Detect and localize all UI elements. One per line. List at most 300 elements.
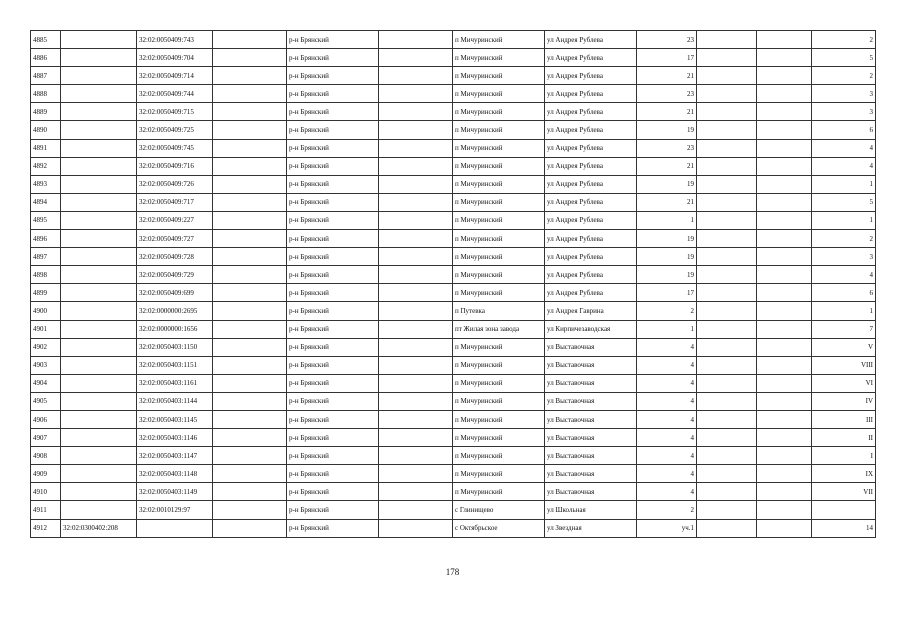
premises-number-cell: IV: [812, 392, 876, 410]
cadastral-number-cell: 32:02:0050409:727: [137, 230, 213, 248]
premises-number-cell: 4: [812, 266, 876, 284]
district-cell: р-н Брянский: [287, 374, 379, 392]
street-cell: ул Выставочная: [545, 356, 637, 374]
district-cell: р-н Брянский: [287, 320, 379, 338]
table-row: [31, 284, 876, 302]
premises-number-cell: 2: [812, 67, 876, 85]
empty-cell: [757, 519, 812, 537]
district-cell: р-н Брянский: [287, 230, 379, 248]
premises-number-cell: VI: [812, 374, 876, 392]
empty-cell: [213, 410, 287, 428]
empty-cell: [757, 157, 812, 175]
cadastral-number-cell: 32:02:0050403:1147: [137, 447, 213, 465]
table-row: [31, 103, 876, 121]
settlement-cell: п Мичуринский: [453, 356, 545, 374]
premises-number-cell: I: [812, 447, 876, 465]
street-cell: ул Андрея Рублева: [545, 139, 637, 157]
table-row: [31, 157, 876, 175]
settlement-cell: п Мичуринский: [453, 483, 545, 501]
house-number-cell: 21: [637, 103, 697, 121]
district-cell: р-н Брянский: [287, 302, 379, 320]
street-cell: ул Выставочная: [545, 465, 637, 483]
settlement-cell: с Октябрьское: [453, 519, 545, 537]
empty-cell: [757, 248, 812, 266]
table-row: [31, 248, 876, 266]
district-cell: р-н Брянский: [287, 67, 379, 85]
street-cell: ул Андрея Рублева: [545, 49, 637, 67]
house-number-cell: 4: [637, 392, 697, 410]
row-number-cell: 4910: [31, 483, 61, 501]
cadastral-number-cell: 32:02:0050409:716: [137, 157, 213, 175]
cadastral-number-cell: [61, 356, 137, 374]
empty-cell: [697, 338, 757, 356]
empty-cell: [379, 121, 453, 139]
cadastral-number-cell: 32:02:0050409:227: [137, 211, 213, 229]
empty-cell: [757, 374, 812, 392]
district-cell: р-н Брянский: [287, 175, 379, 193]
settlement-cell: п Мичуринский: [453, 85, 545, 103]
settlement-cell: п Мичуринский: [453, 121, 545, 139]
cadastral-number-cell: 32:02:0050403:1145: [137, 410, 213, 428]
cadastral-number-cell: [61, 447, 137, 465]
empty-cell: [213, 157, 287, 175]
empty-cell: [379, 447, 453, 465]
empty-cell: [213, 31, 287, 49]
district-cell: р-н Брянский: [287, 284, 379, 302]
house-number-cell: 1: [637, 320, 697, 338]
table-row: [31, 320, 876, 338]
empty-cell: [213, 49, 287, 67]
cadastral-number-cell: [61, 483, 137, 501]
table-row: [31, 410, 876, 428]
district-cell: р-н Брянский: [287, 103, 379, 121]
cadastral-number-cell: 32:02:0050403:1144: [137, 392, 213, 410]
empty-cell: [697, 320, 757, 338]
district-cell: р-н Брянский: [287, 121, 379, 139]
table-row: [31, 465, 876, 483]
empty-cell: [757, 121, 812, 139]
empty-cell: [213, 230, 287, 248]
table-row: [31, 175, 876, 193]
premises-number-cell: 4: [812, 139, 876, 157]
cadastral-number-cell: 32:02:0050409:726: [137, 175, 213, 193]
street-cell: ул Андрея Рублева: [545, 266, 637, 284]
empty-cell: [757, 175, 812, 193]
table-row: [31, 139, 876, 157]
cadastral-number-cell: 32:02:0050409:714: [137, 67, 213, 85]
settlement-cell: пт Жилая зона завода: [453, 320, 545, 338]
row-number-cell: 4888: [31, 85, 61, 103]
street-cell: ул Выставочная: [545, 338, 637, 356]
cadastral-number-cell: [61, 49, 137, 67]
street-cell: ул Выставочная: [545, 483, 637, 501]
street-cell: ул Андрея Рублева: [545, 85, 637, 103]
empty-cell: [213, 248, 287, 266]
row-number-cell: 4900: [31, 302, 61, 320]
house-number-cell: 1: [637, 211, 697, 229]
row-number-cell: 4896: [31, 230, 61, 248]
cadastral-number-cell: [61, 374, 137, 392]
district-cell: р-н Брянский: [287, 483, 379, 501]
table-row: [31, 519, 876, 537]
district-cell: р-н Брянский: [287, 157, 379, 175]
row-number-cell: 4895: [31, 211, 61, 229]
row-number-cell: 4906: [31, 410, 61, 428]
empty-cell: [697, 356, 757, 374]
row-number-cell: 4899: [31, 284, 61, 302]
empty-cell: [757, 284, 812, 302]
empty-cell: [697, 230, 757, 248]
cadastral-number-cell: [61, 320, 137, 338]
row-number-cell: 4892: [31, 157, 61, 175]
premises-number-cell: 2: [812, 230, 876, 248]
empty-cell: [379, 519, 453, 537]
empty-cell: [757, 465, 812, 483]
empty-cell: [379, 483, 453, 501]
settlement-cell: п Мичуринский: [453, 248, 545, 266]
district-cell: р-н Брянский: [287, 31, 379, 49]
house-number-cell: 4: [637, 465, 697, 483]
table-body: [31, 31, 876, 538]
district-cell: р-н Брянский: [287, 519, 379, 537]
empty-cell: [757, 193, 812, 211]
district-cell: р-н Брянский: [287, 447, 379, 465]
empty-cell: [697, 49, 757, 67]
premises-number-cell: V: [812, 338, 876, 356]
house-number-cell: 19: [637, 175, 697, 193]
empty-cell: [757, 230, 812, 248]
row-number-cell: 4904: [31, 374, 61, 392]
table-row: [31, 67, 876, 85]
settlement-cell: п Мичуринский: [453, 266, 545, 284]
house-number-cell: 21: [637, 157, 697, 175]
empty-cell: [697, 501, 757, 519]
house-number-cell: 4: [637, 410, 697, 428]
row-number-cell: 4912: [31, 519, 61, 537]
empty-cell: [697, 410, 757, 428]
house-number-cell: 2: [637, 302, 697, 320]
empty-cell: [757, 266, 812, 284]
empty-cell: [697, 392, 757, 410]
table-row: [31, 356, 876, 374]
house-number-cell: 4: [637, 483, 697, 501]
empty-cell: [757, 211, 812, 229]
empty-cell: [379, 230, 453, 248]
empty-cell: [213, 211, 287, 229]
district-cell: р-н Брянский: [287, 338, 379, 356]
house-number-cell: 21: [637, 193, 697, 211]
street-cell: ул Андрея Рублева: [545, 175, 637, 193]
settlement-cell: п Мичуринский: [453, 157, 545, 175]
row-number-cell: 4909: [31, 465, 61, 483]
district-cell: р-н Брянский: [287, 356, 379, 374]
street-cell: ул Школьная: [545, 501, 637, 519]
empty-cell: [213, 338, 287, 356]
empty-cell: [213, 302, 287, 320]
cadastral-number-cell: [61, 429, 137, 447]
empty-cell: [379, 410, 453, 428]
street-cell: ул Андрея Рублева: [545, 284, 637, 302]
table-row: [31, 302, 876, 320]
house-number-cell: 4: [637, 447, 697, 465]
cadastral-number-cell: [61, 211, 137, 229]
house-number-cell: 4: [637, 374, 697, 392]
district-cell: р-н Брянский: [287, 248, 379, 266]
cadastral-number-cell: 32:02:0000000:1656: [137, 320, 213, 338]
street-cell: ул Андрея Рублева: [545, 230, 637, 248]
settlement-cell: п Мичуринский: [453, 193, 545, 211]
premises-number-cell: IX: [812, 465, 876, 483]
empty-cell: [757, 67, 812, 85]
empty-cell: [697, 248, 757, 266]
cadastral-number-cell: 32:02:0050403:1149: [137, 483, 213, 501]
settlement-cell: п Путевка: [453, 302, 545, 320]
empty-cell: [213, 374, 287, 392]
table-row: [31, 501, 876, 519]
premises-number-cell: II: [812, 429, 876, 447]
empty-cell: [697, 519, 757, 537]
empty-cell: [213, 85, 287, 103]
cadastral-number-cell: 32:02:0050409:744: [137, 85, 213, 103]
cadastral-number-cell: [61, 302, 137, 320]
empty-cell: [757, 49, 812, 67]
empty-cell: [379, 175, 453, 193]
premises-number-cell: 1: [812, 302, 876, 320]
house-number-cell: 2: [637, 501, 697, 519]
settlement-cell: п Мичуринский: [453, 284, 545, 302]
cadastral-number-cell: 32:02:0050409:728: [137, 248, 213, 266]
premises-number-cell: 1: [812, 175, 876, 193]
empty-cell: [379, 67, 453, 85]
cadastral-number-cell: 32:02:0010129:97: [137, 501, 213, 519]
cadastral-number-cell: [61, 85, 137, 103]
empty-cell: [213, 266, 287, 284]
row-number-cell: 4894: [31, 193, 61, 211]
premises-number-cell: 1: [812, 211, 876, 229]
row-number-cell: 4887: [31, 67, 61, 85]
empty-cell: [379, 157, 453, 175]
empty-cell: [697, 85, 757, 103]
empty-cell: [379, 320, 453, 338]
house-number-cell: 19: [637, 230, 697, 248]
empty-cell: [379, 31, 453, 49]
street-cell: ул Андрея Рублева: [545, 121, 637, 139]
row-number-cell: 4885: [31, 31, 61, 49]
district-cell: р-н Брянский: [287, 429, 379, 447]
cadastral-number-cell: [61, 465, 137, 483]
settlement-cell: п Мичуринский: [453, 410, 545, 428]
settlement-cell: п Мичуринский: [453, 429, 545, 447]
row-number-cell: 4902: [31, 338, 61, 356]
settlement-cell: п Мичуринский: [453, 175, 545, 193]
premises-number-cell: 7: [812, 320, 876, 338]
table-row: [31, 429, 876, 447]
empty-cell: [213, 356, 287, 374]
cadastral-number-cell: [61, 248, 137, 266]
row-number-cell: 4908: [31, 447, 61, 465]
empty-cell: [379, 465, 453, 483]
row-number-cell: 4901: [31, 320, 61, 338]
house-number-cell: 19: [637, 266, 697, 284]
table-row: [31, 211, 876, 229]
cadastral-number-cell: 32:02:0050403:1161: [137, 374, 213, 392]
cadastral-number-cell: [61, 121, 137, 139]
empty-cell: [757, 410, 812, 428]
premises-number-cell: 3: [812, 248, 876, 266]
row-number-cell: 4889: [31, 103, 61, 121]
settlement-cell: п Мичуринский: [453, 465, 545, 483]
cadastral-number-cell: [61, 410, 137, 428]
cadastral-number-cell: 32:02:0050409:725: [137, 121, 213, 139]
empty-cell: [379, 302, 453, 320]
page-number: 178: [445, 567, 460, 577]
street-cell: ул Андрея Рублева: [545, 67, 637, 85]
empty-cell: [379, 248, 453, 266]
empty-cell: [213, 429, 287, 447]
row-number-cell: 4893: [31, 175, 61, 193]
premises-number-cell: 3: [812, 85, 876, 103]
empty-cell: [697, 483, 757, 501]
settlement-cell: п Мичуринский: [453, 49, 545, 67]
settlement-cell: п Мичуринский: [453, 338, 545, 356]
street-cell: ул Андрея Рублева: [545, 103, 637, 121]
empty-cell: [379, 501, 453, 519]
empty-cell: [379, 266, 453, 284]
empty-cell: [697, 157, 757, 175]
house-number-cell: 4: [637, 356, 697, 374]
empty-cell: [697, 266, 757, 284]
premises-number-cell: 6: [812, 121, 876, 139]
empty-cell: [757, 338, 812, 356]
empty-cell: [757, 392, 812, 410]
table-row: [31, 374, 876, 392]
empty-cell: [757, 356, 812, 374]
row-number-cell: 4905: [31, 392, 61, 410]
row-number-cell: 4891: [31, 139, 61, 157]
empty-cell: [213, 501, 287, 519]
empty-cell: [757, 85, 812, 103]
cadastral-number-cell: 32:02:0050409:745: [137, 139, 213, 157]
table-row: [31, 338, 876, 356]
street-cell: ул Андрея Рублева: [545, 248, 637, 266]
district-cell: р-н Брянский: [287, 193, 379, 211]
empty-cell: [379, 356, 453, 374]
street-cell: ул Выставочная: [545, 392, 637, 410]
settlement-cell: п Мичуринский: [453, 31, 545, 49]
cadastral-number-cell: [61, 284, 137, 302]
settlement-cell: п Мичуринский: [453, 230, 545, 248]
empty-cell: [379, 429, 453, 447]
empty-cell: [213, 284, 287, 302]
cadastral-number-cell: [137, 519, 213, 537]
empty-cell: [757, 429, 812, 447]
cadastral-number-cell: 32:02:0050409:717: [137, 193, 213, 211]
empty-cell: [379, 392, 453, 410]
settlement-cell: п Мичуринский: [453, 211, 545, 229]
table-row: [31, 483, 876, 501]
cadastral-number-cell: 32:02:0050409:743: [137, 31, 213, 49]
house-number-cell: 4: [637, 338, 697, 356]
premises-number-cell: 5: [812, 193, 876, 211]
district-cell: р-н Брянский: [287, 392, 379, 410]
house-number-cell: 17: [637, 49, 697, 67]
street-cell: ул Андрея Рублева: [545, 157, 637, 175]
cadastral-number-cell: [61, 193, 137, 211]
empty-cell: [379, 85, 453, 103]
table-row: [31, 230, 876, 248]
empty-cell: [213, 103, 287, 121]
cadastral-number-cell: [61, 67, 137, 85]
empty-cell: [697, 302, 757, 320]
premises-number-cell: 14: [812, 519, 876, 537]
premises-number-cell: III: [812, 410, 876, 428]
empty-cell: [213, 193, 287, 211]
table-row: [31, 121, 876, 139]
cadastral-number-cell: 32:02:0050403:1146: [137, 429, 213, 447]
house-number-cell: 23: [637, 85, 697, 103]
cadastral-number-cell: 32:02:0050409:699: [137, 284, 213, 302]
street-cell: ул Андрея Рублева: [545, 193, 637, 211]
table-row: [31, 85, 876, 103]
premises-number-cell: VIII: [812, 356, 876, 374]
house-number-cell: 21: [637, 67, 697, 85]
empty-cell: [213, 67, 287, 85]
cadastral-number-cell: [61, 157, 137, 175]
district-cell: р-н Брянский: [287, 49, 379, 67]
cadastral-number-cell: [61, 103, 137, 121]
settlement-cell: п Мичуринский: [453, 447, 545, 465]
premises-number-cell: 4: [812, 157, 876, 175]
table-row: [31, 447, 876, 465]
cadastral-number-cell: 32:02:0300402:208: [61, 519, 137, 537]
settlement-cell: с Глинищево: [453, 501, 545, 519]
empty-cell: [213, 121, 287, 139]
house-number-cell: 17: [637, 284, 697, 302]
table-row: [31, 49, 876, 67]
empty-cell: [379, 374, 453, 392]
empty-cell: [213, 519, 287, 537]
empty-cell: [697, 139, 757, 157]
premises-number-cell: 2: [812, 31, 876, 49]
empty-cell: [697, 193, 757, 211]
cadastral-number-cell: [61, 501, 137, 519]
empty-cell: [757, 501, 812, 519]
empty-cell: [213, 483, 287, 501]
empty-cell: [213, 392, 287, 410]
empty-cell: [213, 139, 287, 157]
cadastral-number-cell: [61, 31, 137, 49]
street-cell: ул Звездная: [545, 519, 637, 537]
cadastral-number-cell: 32:02:0050409:704: [137, 49, 213, 67]
table-row: [31, 31, 876, 49]
table-row: [31, 193, 876, 211]
empty-cell: [697, 447, 757, 465]
empty-cell: [757, 302, 812, 320]
empty-cell: [213, 465, 287, 483]
cadastral-number-cell: [61, 139, 137, 157]
house-number-cell: 19: [637, 121, 697, 139]
empty-cell: [697, 284, 757, 302]
empty-cell: [697, 465, 757, 483]
row-number-cell: 4886: [31, 49, 61, 67]
empty-cell: [697, 374, 757, 392]
premises-number-cell: [812, 501, 876, 519]
cadastral-number-cell: 32:02:0050403:1151: [137, 356, 213, 374]
street-cell: ул Кирпичезаводская: [545, 320, 637, 338]
cadastral-number-cell: 32:02:0050409:715: [137, 103, 213, 121]
empty-cell: [757, 139, 812, 157]
street-cell: ул Андрея Гаврина: [545, 302, 637, 320]
